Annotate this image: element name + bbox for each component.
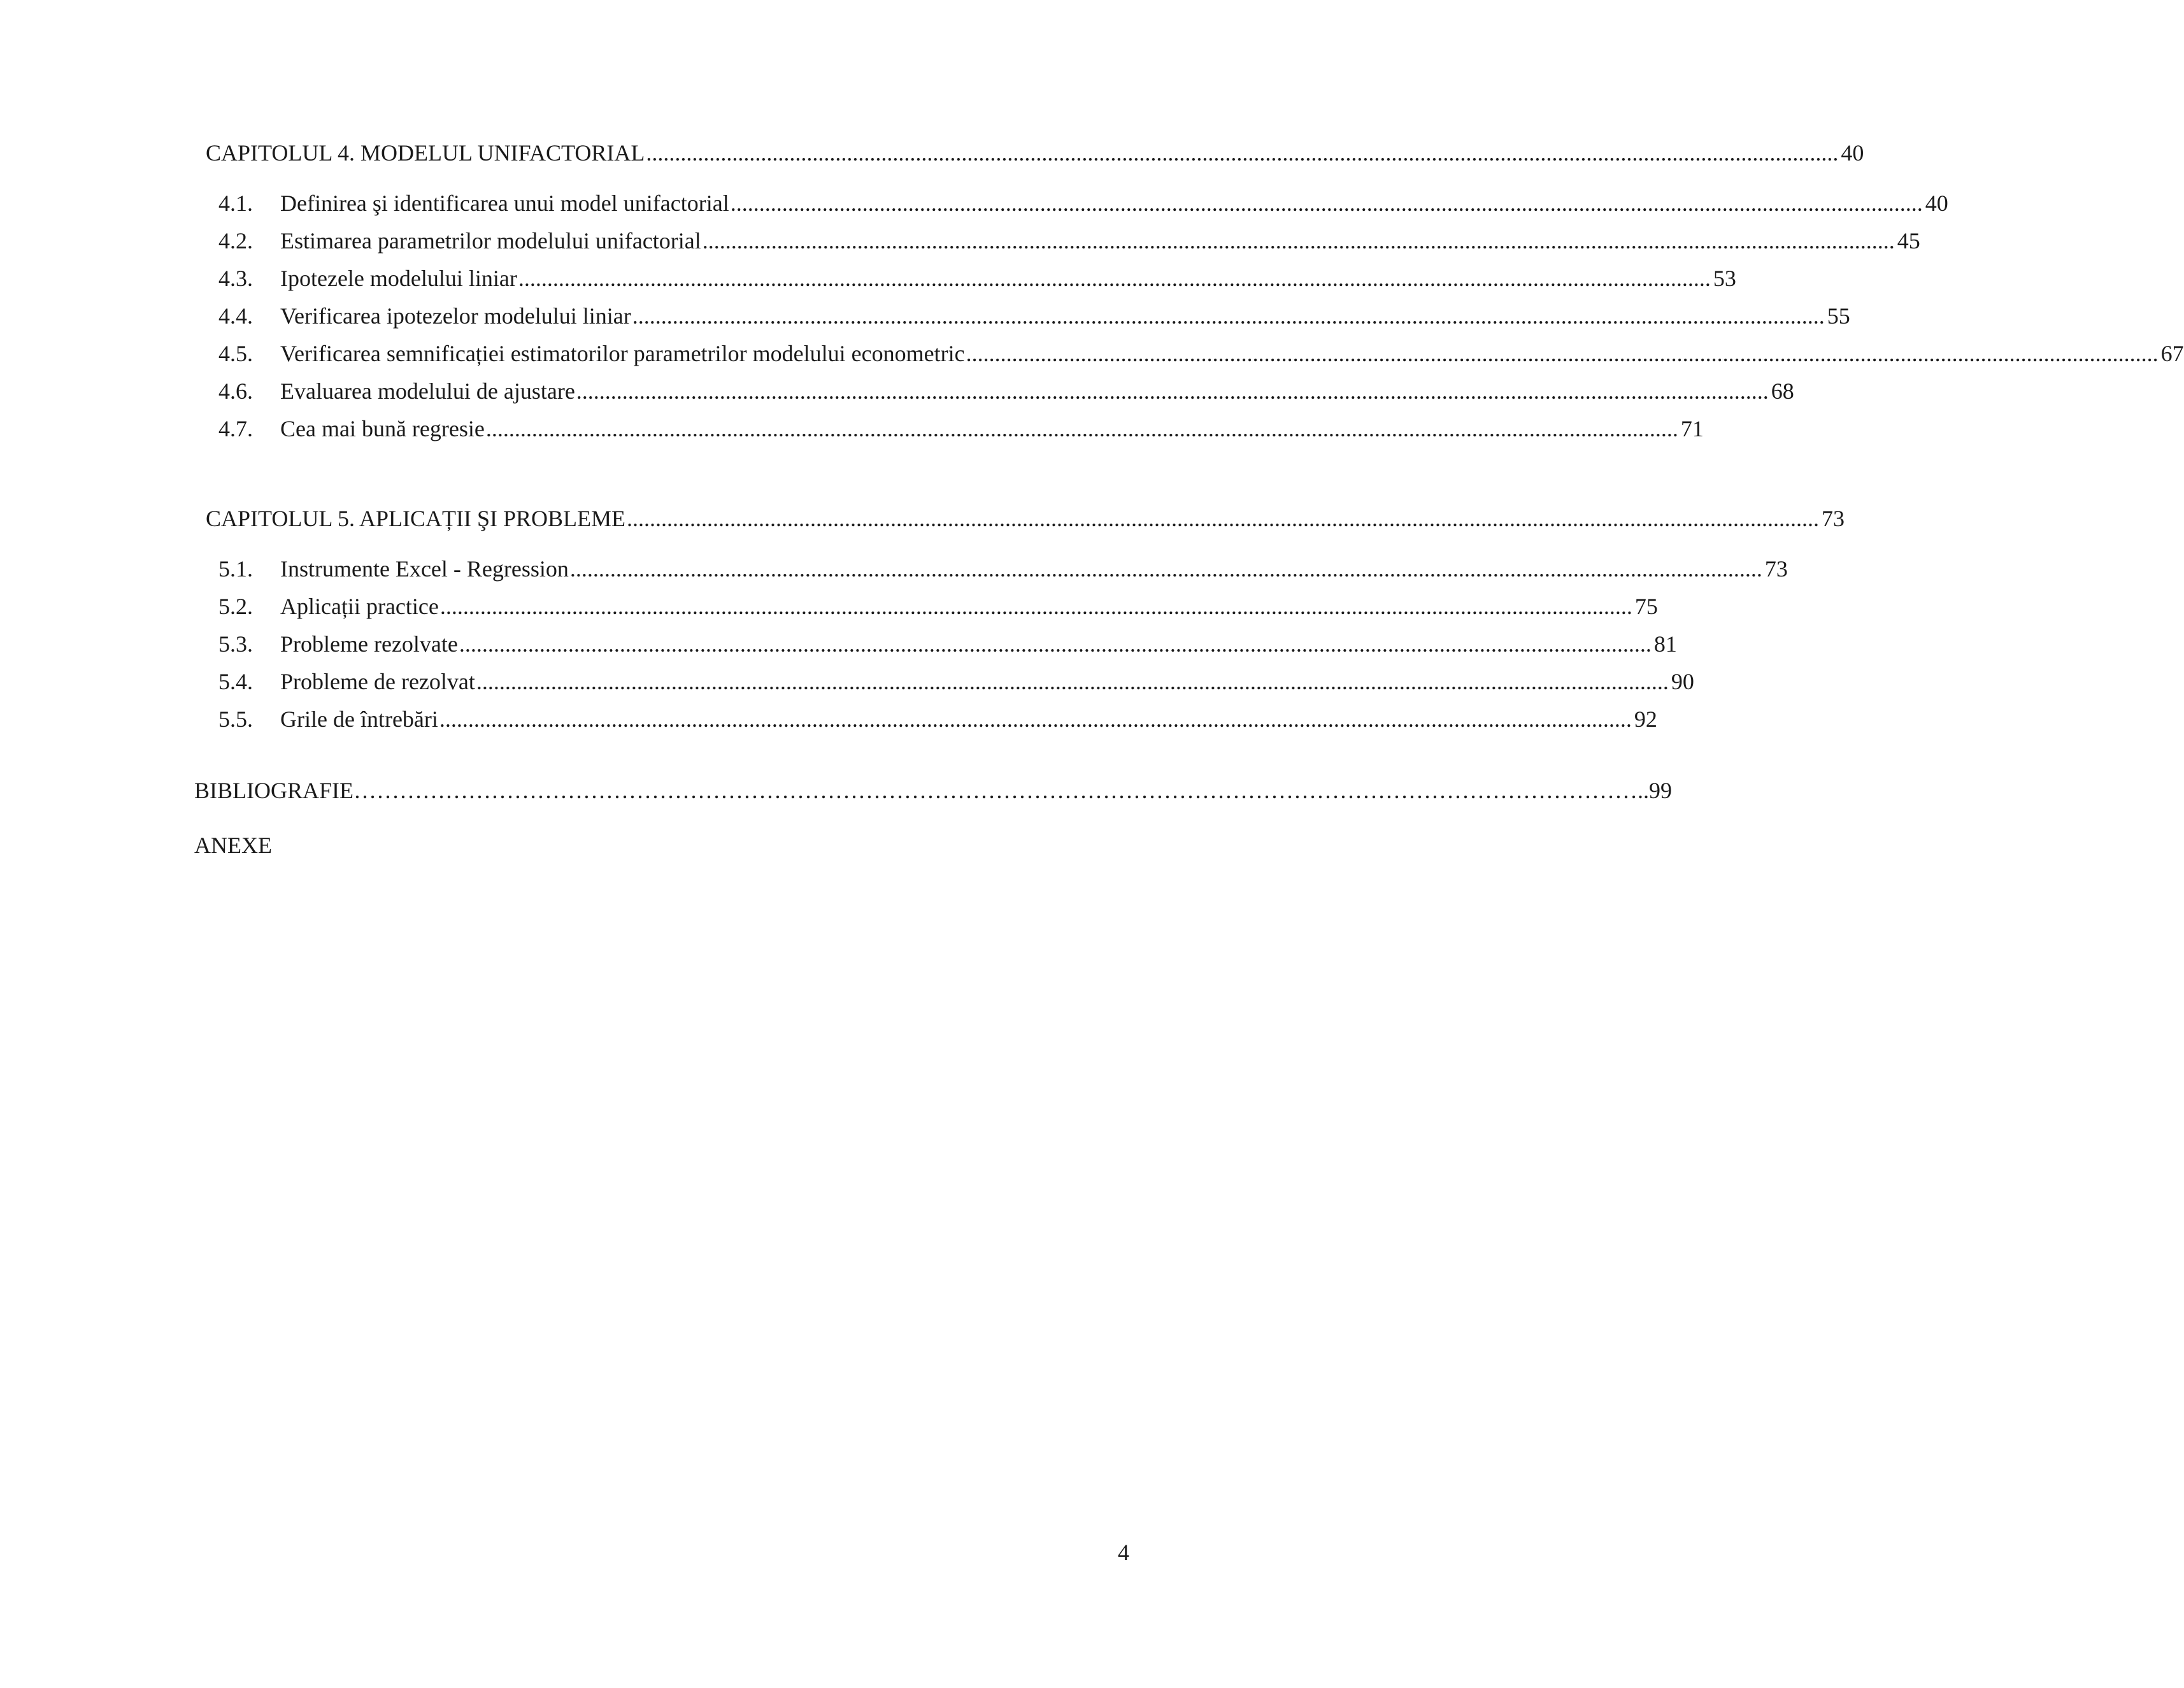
toc-chapter-title: CAPITOLUL 4. MODELUL UNIFACTORIAL (206, 140, 645, 166)
toc-section-4-4[interactable] (218, 302, 1850, 330)
toc-page-number: 67 (2160, 341, 2184, 366)
toc-section-4-1[interactable] (218, 189, 1948, 217)
dot-leader: ................................................................................................................................................................................................................ (439, 594, 1632, 619)
dot-leader: ................................................................................................................................................................................................................ (702, 228, 1895, 254)
toc-section-5-4[interactable] (218, 668, 1694, 696)
dot-leader: ................................................................................................................................................................................................................ (476, 669, 1669, 694)
toc-section-number: 4.3. (218, 266, 253, 291)
toc-page-number: ..99 (1638, 778, 1672, 803)
toc-chapter-title: CAPITOLUL 5. APLICAȚII ŞI PROBLEME (206, 506, 626, 531)
toc-page-number: 55 (1827, 303, 1850, 329)
toc-section-number: 5.3. (218, 631, 253, 657)
dot-leader: ................................................................................................................................................................................................................ (646, 140, 1839, 166)
toc-section-4-6[interactable] (218, 377, 1794, 405)
dot-leader: ................................................................................................................................................................................................................ (439, 706, 1632, 732)
toc-section-title: Probleme rezolvate (280, 631, 458, 657)
toc-page-number: 53 (1713, 266, 1736, 291)
toc-section-number: 4.5. (218, 341, 253, 366)
dot-leader: ................................................................................................................................................................................................................ (730, 190, 1923, 216)
dot-leader: ................................................................................................................................................................................................................ (569, 556, 1762, 582)
toc-section-title: Verificarea ipotezelor modelului liniar (280, 303, 631, 329)
toc-section-title: Probleme de rezolvat (280, 669, 475, 694)
toc-chapter-4[interactable] (206, 139, 1864, 167)
toc-section-5-3[interactable] (218, 630, 1677, 658)
toc-section-title: Ipotezele modelului liniar (280, 266, 517, 291)
toc-section-number: 5.1. (218, 556, 253, 582)
toc-page-number: 40 (1925, 190, 1948, 216)
toc-page-number: 71 (1680, 416, 1704, 441)
toc-annex[interactable]: ANEXE (194, 833, 272, 858)
toc-page-number: 73 (1822, 506, 1845, 531)
toc-page-number: 45 (1897, 228, 1920, 254)
toc-section-title: Evaluarea modelului de ajustare (280, 378, 575, 404)
ellipsis-leader: …………………………………………………………………………………………………………………………………………………… (353, 778, 1638, 803)
toc-page-number: 90 (1671, 669, 1694, 694)
toc-section-number: 5.5. (218, 706, 253, 732)
toc-page-number: 73 (1764, 556, 1788, 582)
toc-section-title: Grile de întrebări (280, 706, 438, 732)
toc-section-title: Estimarea parametrilor modelului unifactorial (280, 228, 701, 254)
dot-leader: ................................................................................................................................................................................................................ (966, 341, 2159, 366)
toc-chapter-5[interactable] (206, 504, 1845, 533)
dot-leader: ................................................................................................................................................................................................................ (632, 303, 1825, 329)
toc-section-4-3[interactable] (218, 264, 1736, 292)
toc-section-number: 4.4. (218, 303, 253, 329)
toc-section-number: 4.7. (218, 416, 253, 441)
dot-leader: ................................................................................................................................................................................................................ (485, 416, 1678, 441)
toc-page-number: 68 (1771, 378, 1794, 404)
toc-page-number: 81 (1653, 631, 1677, 657)
toc-bibliography-title: BIBLIOGRAFIE (194, 778, 353, 803)
toc-page-number: 40 (1841, 140, 1864, 166)
toc-section-5-1[interactable] (218, 555, 1788, 583)
toc-section-title: Verificarea semnificației estimatorilor parametrilor modelului econometric (280, 341, 965, 366)
dot-leader: ................................................................................................................................................................................................................ (459, 631, 1652, 657)
toc-section-4-7[interactable] (218, 415, 1704, 443)
toc-section-title: Definirea şi identificarea unui model unifactorial (280, 190, 729, 216)
toc-section-number: 4.6. (218, 378, 253, 404)
page-number: 4 (1118, 1540, 1129, 1565)
toc-section-number: 4.1. (218, 190, 253, 216)
toc-section-number: 5.4. (218, 669, 253, 694)
toc-section-number: 5.2. (218, 594, 253, 619)
dot-leader: ................................................................................................................................................................................................................ (518, 266, 1711, 291)
dot-leader: ................................................................................................................................................................................................................ (576, 378, 1769, 404)
toc-section-title: Aplicații practice (280, 594, 439, 619)
toc-page-number: 92 (1634, 706, 1657, 732)
toc-section-4-5[interactable] (218, 340, 2184, 368)
toc-bibliography[interactable] (194, 776, 1672, 805)
toc-section-4-2[interactable] (218, 227, 1920, 255)
toc-section-5-2[interactable] (218, 592, 1658, 620)
toc-section-number: 4.2. (218, 228, 253, 254)
dot-leader: ................................................................................................................................................................................................................ (627, 506, 1820, 531)
toc-section-title: Instrumente Excel - Regression (280, 556, 569, 582)
toc-page-number: 75 (1634, 594, 1658, 619)
toc-section-title: Cea mai bună regresie (280, 416, 485, 441)
toc-section-5-5[interactable] (218, 705, 1657, 733)
